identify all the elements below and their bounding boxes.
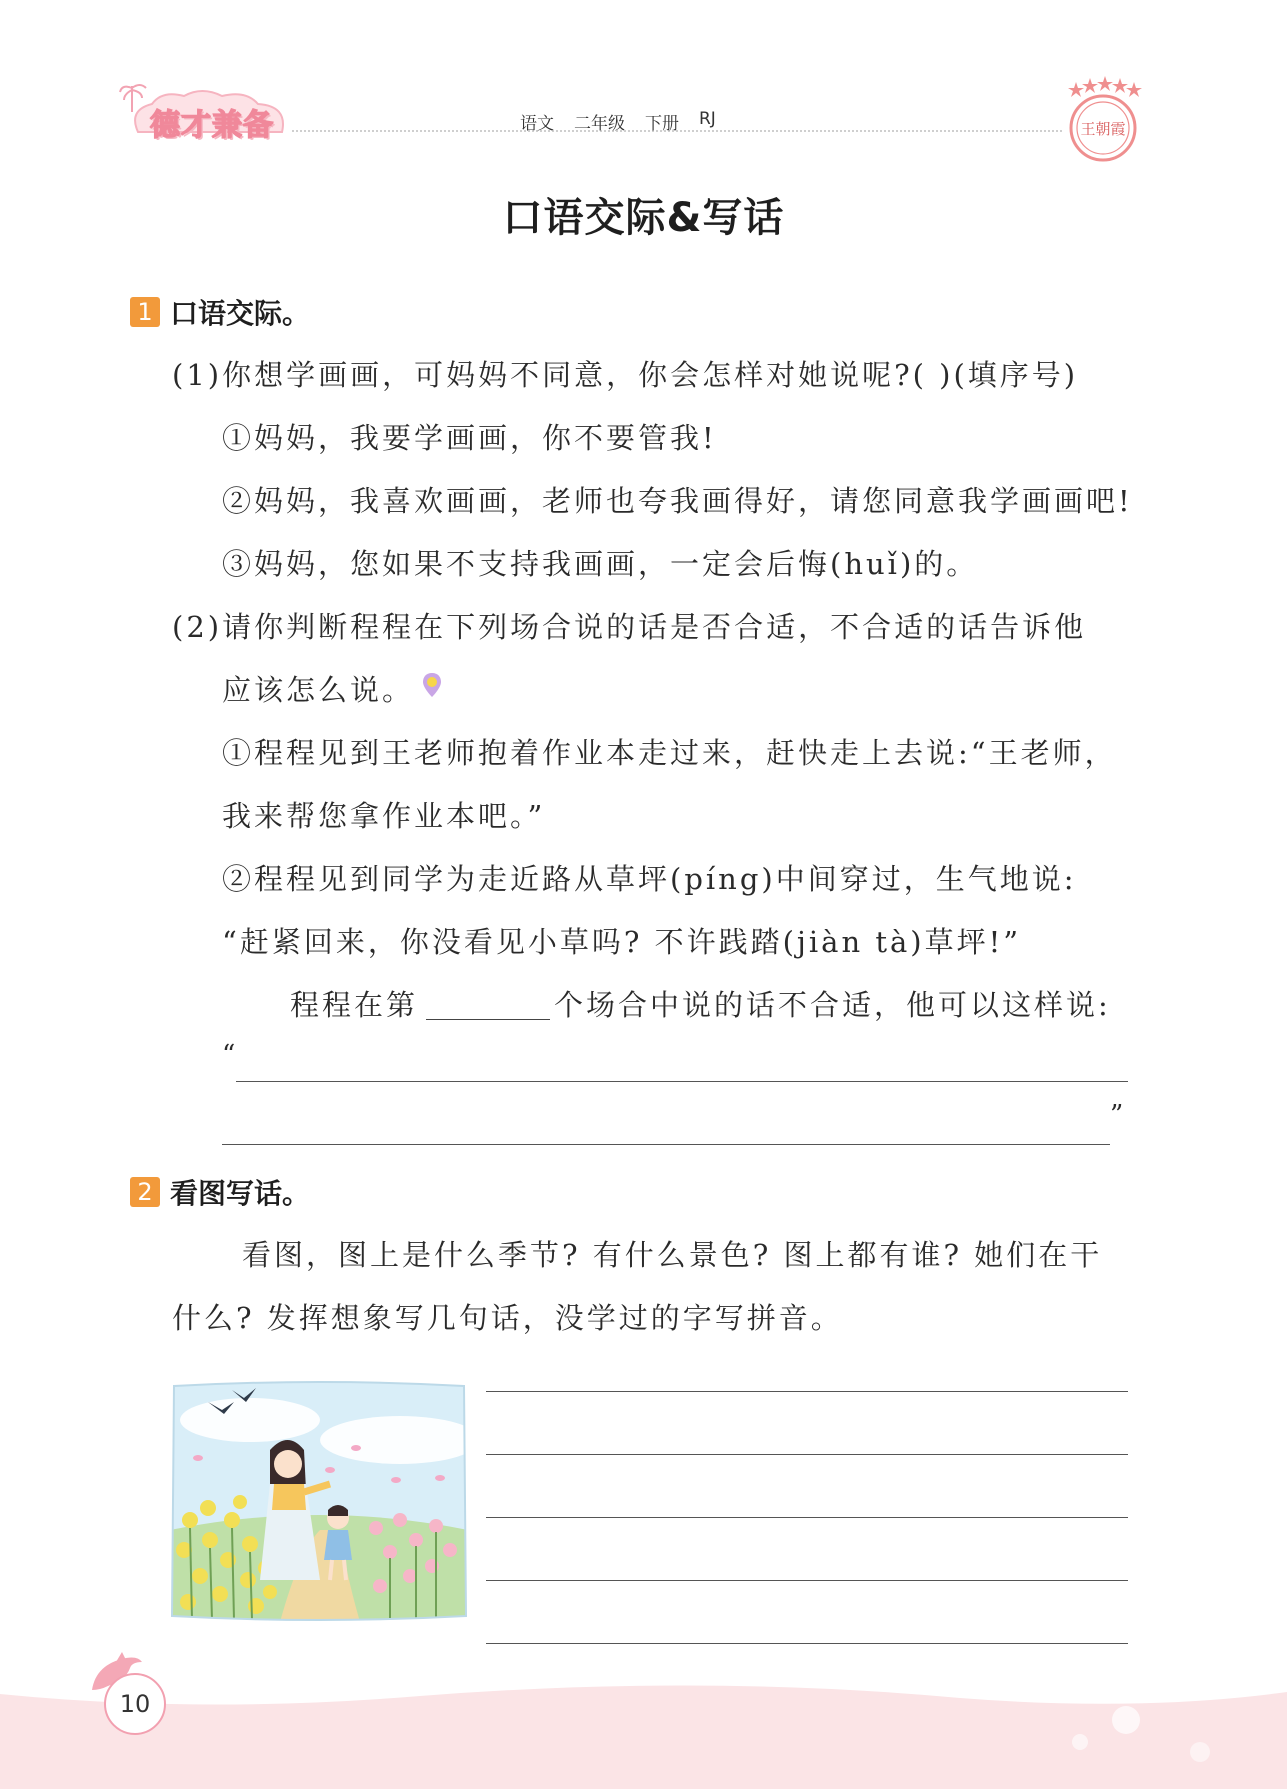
- section-1-heading: [130, 292, 310, 332]
- section-2-instruction-line-1: 看图，图上是什么季节? 有什么景色? 图上都有谁? 她们在干: [242, 1238, 1103, 1272]
- answer-blank-scene-number[interactable]: [426, 1019, 550, 1020]
- header-meta: [520, 109, 820, 133]
- fill-prompt-before: 程程在第: [290, 988, 419, 1022]
- spring-scene-illustration: [170, 1380, 468, 1622]
- page-number: 10: [104, 1673, 166, 1735]
- scene-2-line-2: “赶紧回来，你没看见小草吗? 不许践踏(jiàn tà)草坪!”: [222, 925, 1022, 959]
- question-2-prompt-line-1: (2)请你判断程程在下列场合说的话是否合适，不合适的话告诉他: [172, 610, 1087, 644]
- writing-line-1[interactable]: [486, 1391, 1128, 1392]
- footer-band: [0, 1680, 1287, 1789]
- open-quote: “: [222, 1040, 239, 1070]
- writing-line-3[interactable]: [486, 1517, 1128, 1518]
- section-1-badge: 1: [130, 297, 160, 327]
- section-2-title: 看图写话。: [170, 1177, 311, 1210]
- scene-1-line-2: 我来帮您拿作业本吧。”: [222, 799, 546, 833]
- writing-line-5[interactable]: [486, 1643, 1128, 1644]
- page-title: 口语交际&写话: [502, 195, 785, 241]
- fill-prompt-after: 个场合中说的话不合适，他可以这样说:: [554, 988, 1111, 1022]
- answer-line-2[interactable]: [222, 1144, 1110, 1145]
- location-pin-icon: [421, 671, 443, 699]
- answer-line-1[interactable]: [236, 1081, 1128, 1082]
- seal-text: 王朝霞: [1080, 120, 1126, 138]
- author-seal: [1060, 76, 1146, 166]
- term-label: 下册: [645, 114, 679, 134]
- scene-1-line-1: ①程程见到王老师抱着作业本走过来，赶快走上去说:“王老师，: [222, 736, 1117, 770]
- section-2-heading: [130, 1172, 310, 1212]
- grade-label: 二年级: [574, 114, 625, 134]
- writing-line-2[interactable]: [486, 1454, 1128, 1455]
- scene-2-line-1: ②程程见到同学为走近路从草坪(píng)中间穿过，生气地说:: [222, 862, 1077, 896]
- question-1-option-3: ③妈妈，您如果不支持我画画，一定会后悔(huǐ)的。: [222, 547, 979, 581]
- subject-label: 语文: [520, 114, 554, 134]
- writing-line-4[interactable]: [486, 1580, 1128, 1581]
- question-2-prompt-line-2: 应该怎么说。: [222, 673, 415, 707]
- question-1-option-2: ②妈妈，我喜欢画画，老师也夸我画得好，请您同意我学画画吧!: [222, 484, 1133, 518]
- section-1-title: 口语交际。: [170, 297, 311, 330]
- brand-logo-text: 德才兼备: [150, 108, 274, 143]
- section-2-badge: 2: [130, 1177, 160, 1207]
- question-1-option-1: ①妈妈，我要学画画，你不要管我!: [222, 421, 717, 455]
- close-quote: ”: [1110, 1100, 1127, 1130]
- section-2-instruction-line-2: 什么? 发挥想象写几句话，没学过的字写拼音。: [172, 1301, 843, 1335]
- edition-label: RJ: [699, 109, 716, 129]
- question-1-prompt: (1)你想学画画，可妈妈不同意，你会怎样对她说呢?( )(填序号): [172, 358, 1079, 392]
